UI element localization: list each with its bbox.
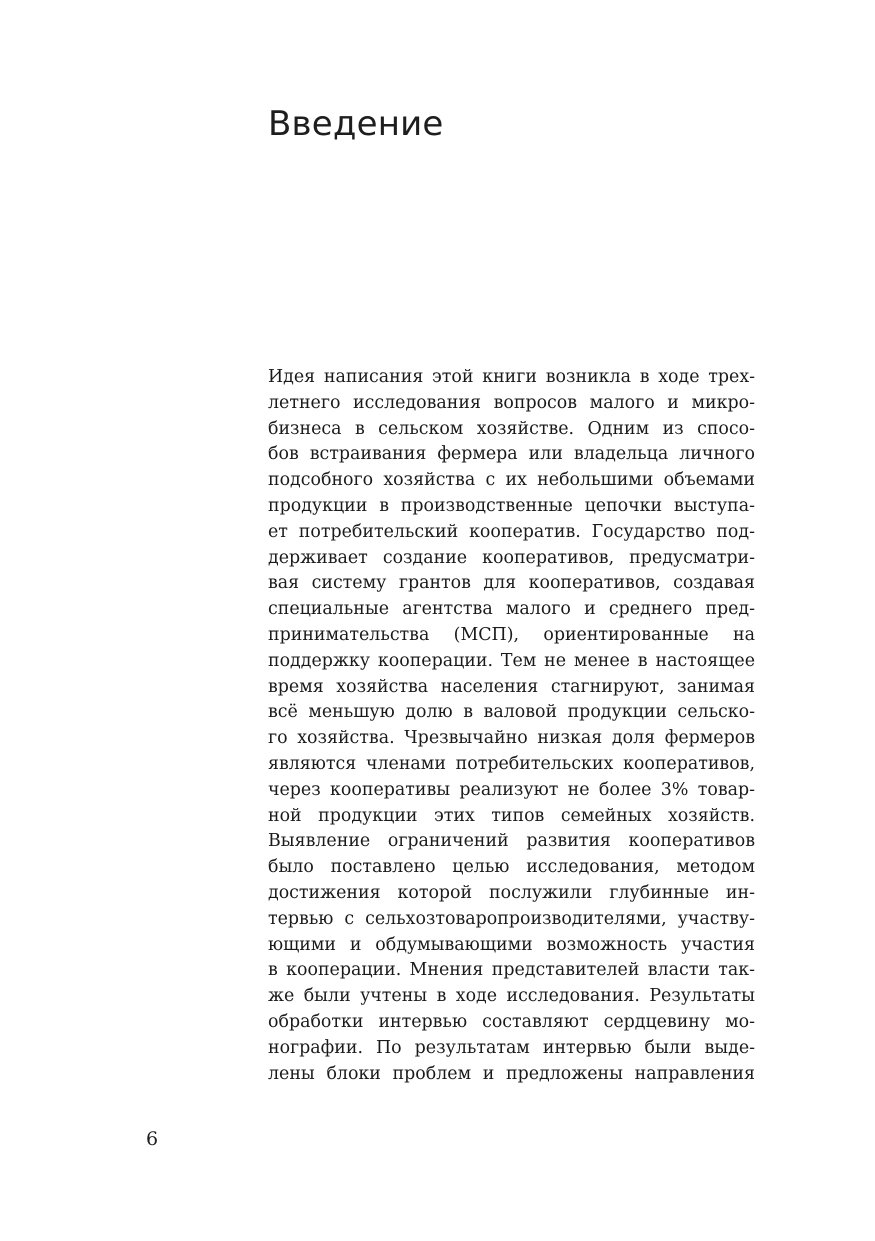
text-line: достижения которой послужили глубинные ин- [268,882,755,903]
text-line: являются членами потребительских кооперативов, [268,753,755,774]
text-line: ет потребительский кооператив. Государство под- [268,521,755,542]
text-line: через кооперативы реализуют не более 3% товар- [268,779,755,800]
text-line: в кооперации. Мнения представителей власти так- [268,960,755,981]
text-line: ной продукции этих типов семейных хозяйств. [268,805,755,826]
text-line: ющими и обдумывающими возможность участия [268,934,755,955]
text-line: поддержку кооперации. Тем не менее в настоящее [268,650,755,671]
text-line: принимательства (МСП), ориентированные на [268,624,755,645]
chapter-title: Введение [268,104,444,144]
text-line: лены блоки проблем и предложены направления [268,1063,755,1084]
text-line: го хозяйства. Чрезвычайно низкая доля фермеров [268,728,755,749]
text-line: было поставлено целью исследования, методом [268,857,755,878]
text-line: нографии. По результатам интервью были выде- [268,1037,755,1058]
body-text [268,365,755,1087]
text-line: бизнеса в сельском хозяйстве. Одним из спосо- [268,418,755,439]
text-line: Выявление ограничений развития кооперативов [268,831,755,852]
text-line: время хозяйства населения стагнируют, занимая [268,676,755,697]
text-line: всё меньшую долю в валовой продукции сельско- [268,702,755,723]
text-line: продукции в производственные цепочки выступа- [268,495,755,516]
text-line: тервью с сельхозтоваропроизводителями, участву- [268,908,755,929]
text-line: вая систему грантов для кооперативов, создавая [268,573,755,594]
text-line: летнего исследования вопросов малого и микро- [268,392,755,413]
text-line: Идея написания этой книги возникла в ходе трех- [268,367,755,387]
text-line: обработки интервью составляют сердцевину мо- [268,1011,755,1032]
text-line: подсобного хозяйства с их небольшими объемами [268,470,755,491]
page-number: 6 [146,1128,159,1150]
text-line: специальные агентства малого и среднего пред- [268,599,755,620]
text-line: бов встраивания фермера или владельца личного [268,444,755,465]
text-line: держивает создание кооперативов, предусматри- [268,547,755,568]
text-line: же были учтены в ходе исследования. Результаты [268,986,755,1007]
